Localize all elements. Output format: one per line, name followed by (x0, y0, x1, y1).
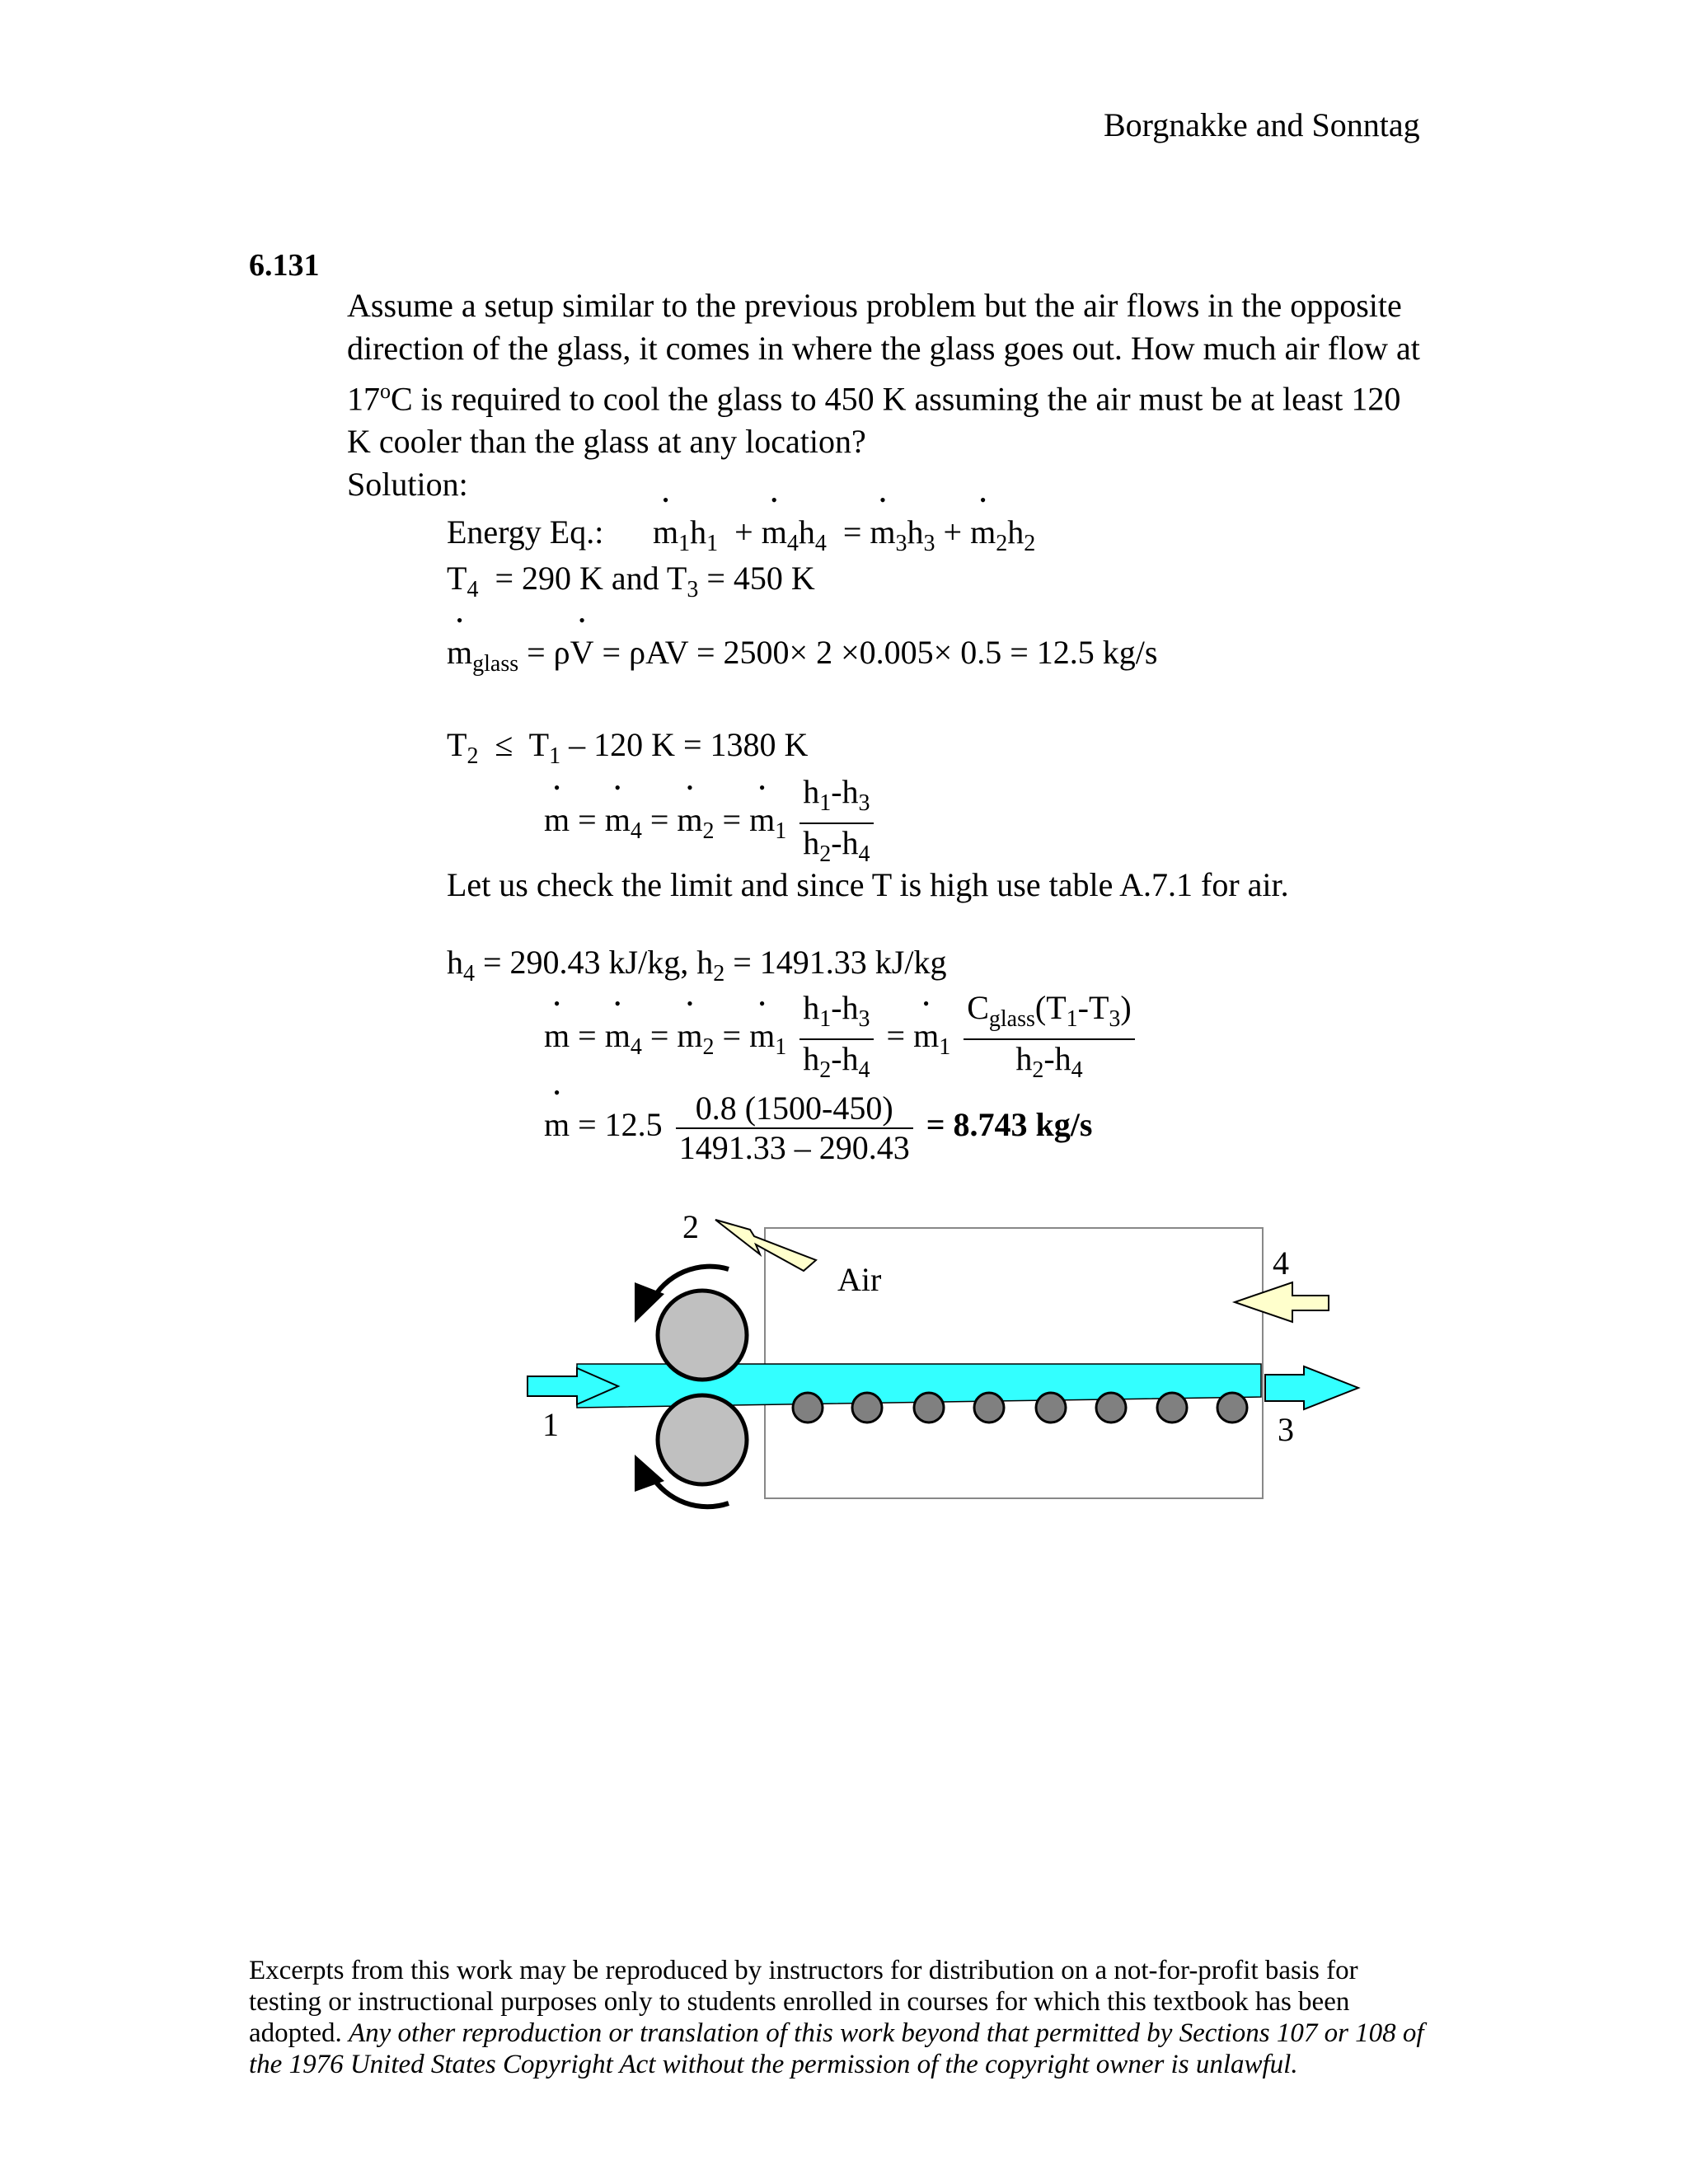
label-1: 1 (542, 1406, 559, 1443)
problem-number: 6.131 (249, 248, 320, 283)
t2-limit: $T_2 \le T_1 - 120$ K = 1380 K (447, 726, 809, 769)
statement-line: Assume a setup similar to the previous problem but the air flows in the opposite (347, 287, 1402, 324)
air-label: Air (837, 1261, 882, 1298)
upper-roller (658, 1291, 747, 1380)
solution-label: Solution: (347, 466, 468, 504)
final-calculation: • m = 12.5 $\frac{0.8 (1500-450)}{1491.33 - 290.43}$ = 8.743 kg/s (544, 1090, 1092, 1167)
statement-line: direction of the glass, it comes in where the glass goes out. How much air flow at (347, 330, 1420, 367)
enthalpy-values: $h_4 = 290.43$ kJ/kg, $h_2 = 1491.33$ kJ/kg (447, 944, 947, 987)
footer-italic-text: Any other reproduction or translation of this work beyond that permitted by Sections 107 or 108 of the 1976 United States Copyright Act without the permission of the copyright owner is unlawful. (249, 2018, 1424, 2079)
mass-flow-glass: • $m_{glass}$ = ρ• V = ρAV = 2500× 2 ×0.005× 0.5 = 12.5 kg/s (447, 633, 1157, 677)
result-value: = 8.743 kg/s (926, 1106, 1093, 1144)
label-4: 4 (1273, 1244, 1289, 1282)
page-header: Borgnakke and Sonntag (1104, 106, 1420, 143)
label-3: 3 (1278, 1411, 1294, 1448)
mass-ratio-cglass-equation: • m = • $m_4$ = • $m_2$ = • $m_1$ $\frac{h_1-h_3}{h_2-h_4}$ = • $m_1$ $\frac{C_{glass}(T_1-T_3)}{h_2-h_4}$ (544, 989, 1140, 1090)
label-2: 2 (682, 1208, 699, 1245)
temperature-line: $T_4 = 290$ K and $T_3 = 450$ K (447, 560, 815, 602)
copyright-footer (249, 1955, 1436, 2080)
mass-ratio-equation: • m = • $m_4$ = • $m_2$ = • $m_1$ $\frac{h_1-h_3}{h_2-h_4}$ (544, 773, 879, 874)
energy-equation: Energy Eq.: • $m_1h_1$ + • $m_4h_4$ = • $m_3h_3$ + • $m_2h_2$ (447, 513, 1035, 557)
lower-roller (658, 1395, 747, 1484)
check-note: Let us check the limit and since T is high use table A.7.1 for air. (447, 866, 1289, 903)
air-inlet-arrow (1235, 1282, 1329, 1322)
statement-line: K cooler than the glass at any location? (347, 423, 866, 461)
glass-outlet-arrow (1265, 1366, 1358, 1409)
footer-normal-text: Excerpts from this work may be reproduced by instructors for distribution on a not-for-profit basis for testing or instructional purposes only to students enrolled in courses for which this textbook has been adopted. (249, 1956, 1358, 2048)
statement-line: 17$^o$C is required to cool the glass to 450 K assuming the air must be at least 120 (347, 379, 1401, 418)
